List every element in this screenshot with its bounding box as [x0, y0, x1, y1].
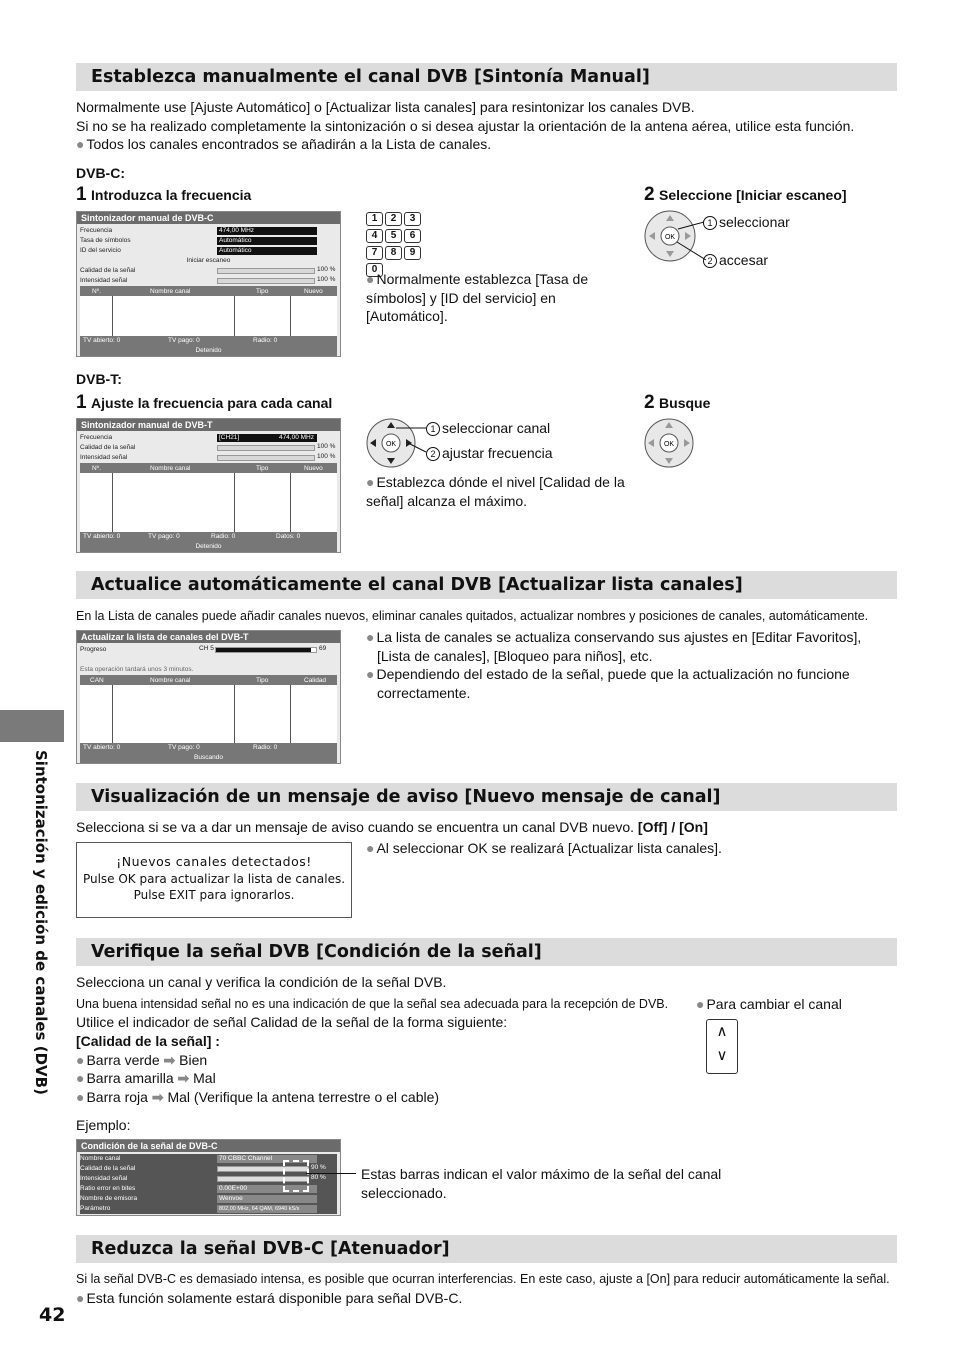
update-bullets	[366, 628, 886, 702]
osd-row-label: Intensidad señal	[80, 1175, 128, 1182]
red-bar-result: Mal (Verifique la antena terrestre o el cable)	[167, 1089, 440, 1105]
osd-freq-value	[217, 434, 317, 442]
foot-pay: TV pago: 0	[148, 533, 180, 540]
osd-quality-pct: 90 %	[311, 1164, 326, 1171]
message-intro	[76, 818, 906, 837]
section-header-update-list: Actualice automáticamente el canal DVB [Actualizar lista canales]	[76, 571, 897, 599]
table-divider	[234, 685, 235, 744]
osd-row-value: 802,00 MHz, 64 QAM, 6940 kS/s	[217, 1205, 317, 1213]
col-quality: Calidad	[304, 677, 327, 684]
bullet: ●	[696, 996, 705, 1012]
bars-note: Estas barras indican el valor máximo de la señal del canal seleccionado.	[361, 1166, 722, 1201]
foot-radio: Radio: 0	[211, 533, 236, 540]
col-type: Tipo	[256, 677, 269, 684]
update-bullet-2-text: Dependiendo del estado de la señal, puede que la actualización no funcione correctamente.	[376, 666, 850, 701]
step-label: Ajuste la frecuencia para cada canal	[91, 395, 333, 411]
bullet: ●	[76, 1052, 85, 1068]
section-header-new-channel-message: Visualización de un mensaje de aviso [Nuevo mensaje de canal]	[76, 783, 897, 811]
signal-line-3: Utilice el indicador de señal Calidad de la señal de la forma siguiente:	[76, 1014, 508, 1030]
osd-rate-label: Tasa de símbolos	[80, 237, 131, 244]
osd-progress-end: 69	[319, 645, 327, 652]
osd-progress-channel: CH 5	[199, 645, 214, 652]
col-name: Nombre canal	[150, 288, 191, 295]
col-new: Nuevo	[304, 465, 323, 472]
paragraph-intro	[76, 98, 906, 154]
foot-pay: TV pago: 0	[168, 337, 200, 344]
foot-radio: Radio: 0	[253, 744, 278, 751]
select-text: seleccionar	[719, 214, 790, 230]
osd-table-header	[80, 287, 337, 296]
col-no: Nº.	[92, 288, 101, 295]
osd-title: Sintonizador manual de DVB-T	[77, 419, 340, 431]
example-label: Ejemplo:	[76, 1117, 131, 1133]
svg-text:OK: OK	[664, 234, 676, 241]
step-number: 1	[76, 184, 87, 205]
osd-row-label: Calidad de la señal	[80, 1165, 136, 1172]
col-type: Tipo	[256, 288, 269, 295]
chevron-up-icon: ∧	[716, 1023, 728, 1040]
osd-table-header	[80, 676, 337, 685]
foot-free: TV abierto: 0	[83, 337, 121, 344]
msg-line-1: ¡Nuevos canales detectados!	[116, 854, 312, 869]
osd-freq-label: Frecuencia	[80, 227, 113, 234]
side-label-text: Sintonización y edición de canales (DVB)	[32, 750, 50, 1095]
intro-line-3	[76, 135, 906, 154]
bullet: ●	[366, 666, 375, 682]
osd-row-value: 70 CBBC Channel	[217, 1155, 317, 1163]
col-type: Tipo	[256, 465, 269, 472]
side-label	[28, 750, 58, 1095]
key-2: 2	[385, 212, 402, 226]
osd-channel-table	[80, 675, 337, 744]
yellow-bar-text: Barra amarilla	[86, 1070, 174, 1086]
osd-signal-condition	[76, 1139, 341, 1216]
ok-dpad-icon	[644, 418, 696, 470]
key-6: 6	[404, 229, 421, 243]
osd-start-scan: Iniciar escaneo	[186, 257, 231, 264]
osd-strength-pct: 100 %	[317, 276, 336, 283]
osd-update-channel-list	[76, 630, 341, 764]
foot-free: TV abierto: 0	[83, 533, 121, 540]
key-8: 8	[385, 246, 402, 260]
section-header-signal-condition: Verifique la señal DVB [Condición de la señal]	[76, 938, 897, 966]
dvbc-label: DVB-C:	[76, 165, 125, 181]
step-number: 2	[644, 184, 655, 205]
dvbt-step1-heading	[76, 392, 332, 414]
msg-line-2: Pulse OK para actualizar la lista de canales.	[82, 872, 346, 886]
step-label: Seleccione [Iniciar escaneo]	[659, 187, 847, 203]
osd-quality-bar	[217, 268, 315, 274]
page-number: 42	[39, 1304, 66, 1326]
update-bullet-1-text: La lista de canales se actualiza conservando sus ajustes en [Editar Favoritos], [Lista de canales], [Bloqueo para niños], etc.	[376, 629, 862, 664]
red-bar-text: Barra roja	[86, 1089, 148, 1105]
msg-line-3: Pulse EXIT para ignorarlos.	[133, 888, 295, 902]
red-bar-line	[76, 1088, 439, 1107]
section-header-attenuator: Reduzca la señal DVB-C [Atenuador]	[76, 1235, 897, 1263]
intro-line-1: Normalmente use [Ajuste Automático] o [Actualizar lista canales] para resintonizar los canales DVB.	[76, 99, 695, 115]
osd-strength-pct: 100 %	[317, 453, 336, 460]
green-bar-text: Barra verde	[86, 1052, 160, 1068]
osd-rate-value: Automático	[217, 237, 317, 245]
osd-quality-label: Calidad de la señal	[80, 444, 136, 451]
bullet: ●	[76, 1290, 85, 1306]
osd-quality-pct: 100 %	[317, 443, 336, 450]
signal-line-1: Selecciona un canal y verifica la condición de la señal DVB.	[76, 974, 447, 990]
right-arrow-icon: ➡	[163, 1052, 176, 1068]
bullet: ●	[366, 474, 375, 490]
osd-progress-bar	[215, 647, 317, 653]
peak-marker-highlight	[283, 1160, 309, 1192]
osd-strength-label: Intensidad señal	[80, 277, 128, 284]
dvbt-note-text: Establezca dónde el nivel [Calidad de la señal] alcanza el máximo.	[366, 474, 625, 509]
osd-row-label: Ratio error en bites	[80, 1185, 136, 1192]
foot-status: Detenido	[195, 543, 222, 550]
signal-line-2: Una buena intensidad señal no es una indicación de que la señal sea adecuada para la recepción de DVB.	[76, 997, 669, 1011]
osd-title: Condición de la señal de DVB-C	[77, 1140, 340, 1152]
table-divider	[234, 473, 235, 532]
osd-footer	[80, 336, 337, 356]
osd-freq-value: 474,00 MHz	[217, 227, 317, 235]
col-can: CAN	[90, 677, 104, 684]
key-9: 9	[404, 246, 421, 260]
foot-pay: TV pago: 0	[168, 744, 200, 751]
message-intro-text: Selecciona si se va a dar un mensaje de aviso cuando se encuentra un canal DVB nuevo.	[76, 819, 635, 835]
adjust-text: ajustar frecuencia	[442, 445, 553, 461]
update-bullet-2	[366, 665, 886, 702]
osd-table-header	[80, 464, 337, 473]
dvbc-step1-heading	[76, 184, 251, 206]
attenuator-line-1: Si la señal DVB-C es demasiado intensa, es posible que ocurran interferencias. En este caso, ajuste a [On] para reducir automáticamente la señal.	[76, 1272, 890, 1286]
col-name: Nombre canal	[150, 465, 191, 472]
key-4: 4	[366, 229, 383, 243]
key-5: 5	[385, 229, 402, 243]
bullet: ●	[76, 1089, 85, 1105]
osd-channel-table	[80, 463, 337, 532]
osd-quality-bar	[217, 445, 315, 451]
side-tab-block	[0, 710, 64, 742]
osd-title: Sintonizador manual de DVB-C	[77, 212, 340, 224]
osd-freq-mhz: 474,00 MHz	[278, 434, 314, 441]
osd-sid-label: ID del servicio	[80, 247, 121, 254]
dvbc-note-text: Normalmente establezca [Tasa de símbolos] y [ID del servicio] en [Automático].	[366, 271, 589, 324]
svg-text:OK: OK	[663, 441, 675, 448]
osd-strength-bar	[217, 278, 315, 284]
circled-number: 2	[703, 254, 717, 268]
update-intro: En la Lista de canales puede añadir canales nuevos, eliminar canales quitados, actualizar nombres y posiciones de canales, automáticamente.	[76, 609, 869, 623]
bullet: ●	[76, 1070, 85, 1086]
col-no: Nº.	[92, 465, 101, 472]
table-divider	[112, 296, 113, 337]
table-divider	[290, 296, 291, 337]
osd-row-label: Parámetro	[80, 1205, 111, 1212]
osd-row-label: Nombre canal	[80, 1155, 121, 1162]
bullet: ●	[76, 136, 85, 152]
osd-strength-bar	[217, 455, 315, 461]
numeric-keypad	[366, 212, 420, 277]
bullet: ●	[366, 840, 375, 856]
osd-row-value: Wenvoe	[217, 1195, 317, 1203]
step-label: Introduzca la frecuencia	[91, 187, 252, 203]
signal-quality-heading: [Calidad de la señal] :	[76, 1033, 220, 1049]
osd-dvbt-manual-tuner	[76, 418, 341, 553]
osd-sid-value: Automático	[217, 247, 317, 255]
chevron-down-icon: ∨	[716, 1047, 728, 1064]
green-bar-line	[76, 1051, 207, 1070]
key-7: 7	[366, 246, 383, 260]
update-bullet-1	[366, 628, 886, 665]
col-new: Nuevo	[304, 288, 323, 295]
osd-row-label: Nombre de emisora	[80, 1195, 138, 1202]
osd-quality-pct: 100 %	[317, 266, 336, 273]
message-note	[366, 839, 886, 858]
osd-footer	[80, 532, 337, 552]
channel-up-down-button-icon	[706, 1019, 738, 1074]
key-1: 1	[366, 212, 383, 226]
table-divider	[290, 473, 291, 532]
osd-progress-label: Progreso	[80, 646, 107, 653]
ok-dpad-icon	[366, 416, 428, 470]
message-note-text: Al seleccionar OK se realizará [Actualizar lista canales].	[376, 840, 722, 856]
new-channel-message-box	[76, 842, 352, 918]
circled-number: 1	[426, 422, 440, 436]
dvbt-adjust-label	[426, 444, 553, 463]
table-divider	[112, 685, 113, 744]
select-text: seleccionar canal	[442, 420, 551, 436]
osd-freq-channel: [CH21]	[219, 434, 240, 441]
osd-freq-label: Frecuencia	[80, 434, 113, 441]
dvbt-label: DVB-T:	[76, 371, 122, 387]
osd-strength-pct: 80 %	[311, 1174, 326, 1181]
circled-number: 1	[703, 216, 717, 230]
yellow-bar-result: Mal	[193, 1070, 216, 1086]
circled-number: 2	[426, 447, 440, 461]
access-text: accesar	[719, 252, 769, 268]
message-options: [Off] / [On]	[637, 819, 708, 835]
dvbt-note	[366, 473, 636, 510]
intro-line-2: Si no se ha realizado completamente la sintonización o si desea ajustar la orientación de la antena aérea, utilice esta función.	[76, 117, 855, 134]
step-label: Busque	[659, 395, 711, 411]
intro-line-3-text: Todos los canales encontrados se añadirán a la Lista de canales.	[86, 136, 492, 152]
col-name: Nombre canal	[150, 677, 191, 684]
table-divider	[234, 296, 235, 337]
right-arrow-icon: ➡	[151, 1089, 164, 1105]
step-number: 2	[644, 392, 655, 413]
osd-footer	[80, 743, 337, 763]
dvbc-step2-heading	[644, 184, 847, 206]
foot-data: Datos: 0	[276, 533, 301, 540]
change-channel-text: Para cambiar el canal	[706, 996, 842, 1012]
dvbc-access-label	[703, 251, 768, 270]
osd-progress-fill	[216, 648, 311, 652]
attenuator-line-2-text: Esta función solamente estará disponible para señal DVB-C.	[86, 1290, 463, 1306]
dvbt-step2-heading	[644, 392, 710, 414]
table-divider	[112, 473, 113, 532]
foot-radio: Radio: 0	[253, 337, 278, 344]
osd-channel-table	[80, 286, 337, 337]
change-channel-note	[696, 995, 842, 1014]
bullet: ●	[366, 271, 375, 287]
dvbt-select-label	[426, 419, 550, 438]
section-header-manual-tuning: Establezca manualmente el canal DVB [Sintonía Manual]	[76, 63, 897, 91]
callout-line	[306, 1173, 356, 1174]
osd-strength-label: Intensidad señal	[80, 454, 128, 461]
step-number: 1	[76, 392, 87, 413]
osd-dvbc-manual-tuner	[76, 211, 341, 357]
dvbc-select-label	[703, 213, 790, 232]
key-3: 3	[404, 212, 421, 226]
dvbc-note	[366, 270, 616, 326]
svg-text:OK: OK	[385, 441, 397, 448]
table-divider	[290, 685, 291, 744]
foot-status: Detenido	[195, 347, 222, 354]
attenuator-line-2	[76, 1289, 462, 1308]
osd-title: Actualizar la lista de canales del DVB-T	[77, 631, 340, 643]
osd-quality-label: Calidad de la señal	[80, 267, 136, 274]
osd-wait-text: Esta operación tardará unos 3 minutos.	[80, 666, 194, 673]
green-bar-result: Bien	[179, 1052, 208, 1068]
yellow-bar-line	[76, 1069, 216, 1088]
key-0: 0	[366, 263, 383, 277]
foot-free: TV abierto: 0	[83, 744, 121, 751]
bullet: ●	[366, 629, 375, 645]
right-arrow-icon: ➡	[177, 1070, 190, 1086]
foot-status: Buscando	[194, 754, 223, 761]
osd-row-value: 0.00E+00	[217, 1185, 317, 1193]
